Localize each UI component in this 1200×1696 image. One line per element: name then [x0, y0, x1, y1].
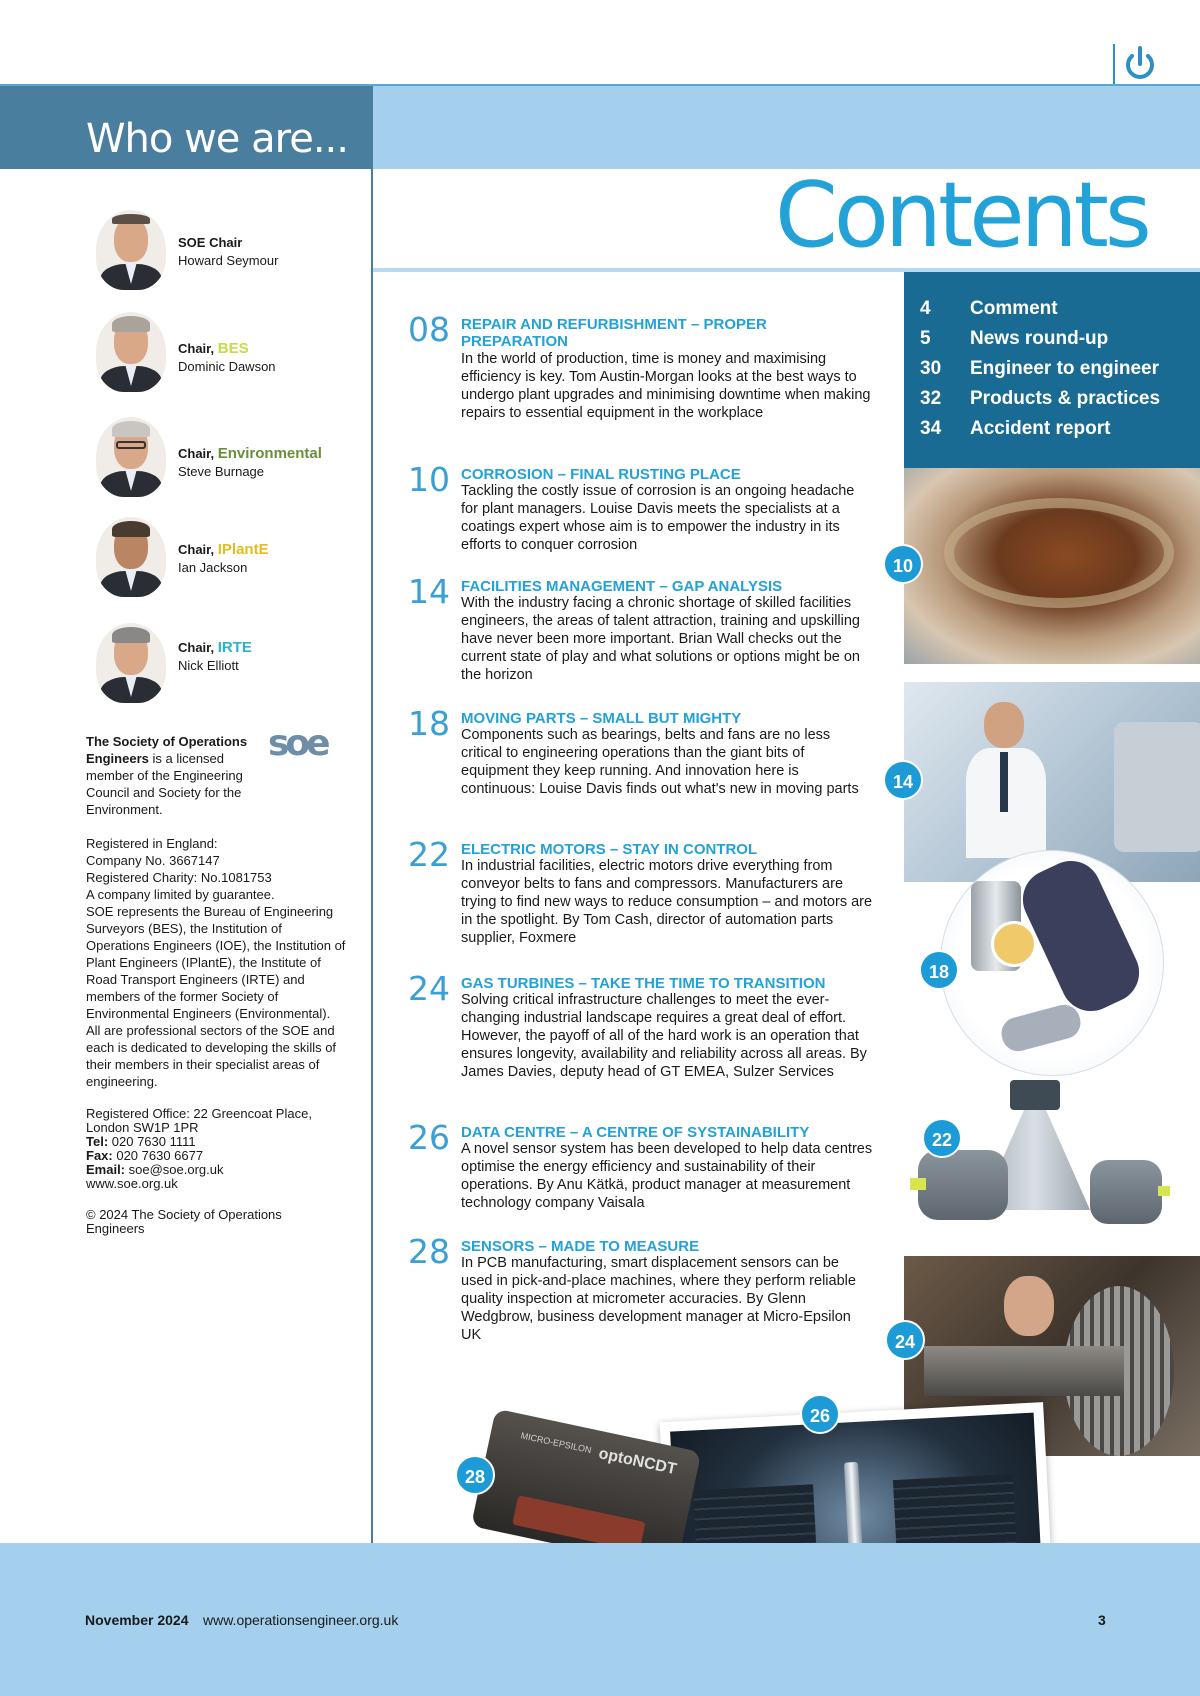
regular-item[interactable] — [920, 298, 1190, 328]
member-role: Chair, — [178, 446, 218, 461]
regular-label: Engineer to engineer — [970, 358, 1159, 379]
header-separator — [1113, 44, 1115, 84]
member-name: Nick Elliott — [178, 658, 239, 673]
avatar — [96, 210, 166, 290]
footer-website-link[interactable]: www.operationsengineer.org.uk — [203, 1612, 399, 1628]
article-page-number: 10 — [408, 460, 450, 499]
article-title[interactable]: SENSORS – MADE TO MEASURE — [461, 1238, 700, 1255]
company-number: Company No. 3667147 — [86, 853, 220, 868]
member-role: Chair, — [178, 341, 218, 356]
article-title[interactable]: MOVING PARTS – SMALL BUT MIGHTY — [461, 710, 742, 727]
article-summary: In PCB manufacturing, smart displacement sensors can be used in pick-and-place machines, where they perform reliable quality inspection at micrometer accuracies. By Glenn Wedgbrow, business development manager at Micro-Epsilon UK — [461, 1255, 856, 1343]
regular-item[interactable] — [920, 358, 1190, 388]
committee-member — [90, 417, 360, 497]
article-summary: In the world of production, time is money and maximising efficiency is key. Tom Austin-Morgan looks at the best ways to undergo plant upgrades and minimising downtime when making repairs to essential equipment in the workplace — [461, 351, 871, 421]
article-summary: Components such as bearings, belts and fans are no less critical to engineering operations than the giant bits of equipment they keep running. And innovation here is continuous: Louise Davis finds out what's new in moving parts — [461, 727, 859, 797]
article-summary: A novel sensor system has been developed to help data centres optimise the energy efficiency and sustainability of their operations. By Anu Kätkä, product manager at measurement technology company Vaisala — [461, 1141, 873, 1211]
regular-item[interactable] — [920, 418, 1190, 448]
issue-date: November 2024 — [85, 1612, 189, 1628]
represents-text: SOE represents the Bureau of Engineering Surveyors (BES), the Institution of Operations Engineers (IOE), the Institution of Plant Engineers (IPlantE), the Institute of Road Transport Engineers (IRTE) and members of the former Society of Environmental Engineers (Environmental). All are professional sectors of the SOE and each is dedicated to developing the skills of their members in their specialist areas of engineering. — [86, 904, 346, 1089]
soe-logo: soe — [268, 723, 327, 764]
regular-label: Accident report — [970, 418, 1111, 439]
member-name: Ian Jackson — [178, 560, 248, 575]
corrosion-photo — [904, 468, 1200, 664]
article-page-number: 24 — [408, 969, 450, 1008]
tel-label: Tel: — [86, 1134, 109, 1149]
avatar — [96, 312, 166, 392]
article-page-number: 18 — [408, 704, 450, 743]
page-badge: 26 — [800, 1394, 840, 1434]
page-badge: 22 — [922, 1118, 962, 1158]
fax-label: Fax: — [86, 1148, 113, 1163]
regular-label: News round-up — [970, 328, 1109, 349]
regular-page-number: 5 — [920, 328, 931, 349]
committee-member — [90, 210, 360, 290]
article-title[interactable]: DATA CENTRE – A CENTRE OF SYSTAINABILITY — [461, 1124, 810, 1141]
who-we-are-title: Who we are... — [86, 116, 348, 162]
member-role: Chair, — [178, 640, 218, 655]
registered-heading: Registered in England: — [86, 836, 218, 851]
avatar — [96, 623, 166, 703]
soe-org-name: The Society of Operations Engineers — [86, 734, 248, 766]
article-summary: Tackling the costly issue of corrosion is an ongoing headache for plant managers. Louise Davis meets the specialists at a coatings expert whose aim is to empower the industry in its efforts to conquer corrosion — [461, 483, 855, 553]
avatar — [96, 417, 166, 497]
article-title[interactable]: ELECTRIC MOTORS – STAY IN CONTROL — [461, 841, 758, 858]
regular-page-number: 32 — [920, 388, 942, 409]
regular-page-number: 30 — [920, 358, 942, 379]
website-link[interactable]: www.soe.org.uk — [86, 1176, 178, 1191]
page-badge: 28 — [455, 1455, 495, 1495]
contents-title: Contents — [775, 163, 1148, 268]
article-page-number: 28 — [408, 1232, 450, 1271]
page-badge: 14 — [883, 760, 923, 800]
regular-page-number: 34 — [920, 418, 942, 439]
article-summary: In industrial facilities, electric motors drive everything from conveyor belts to fans and compressors. Manufacturers are trying to find new ways to reduce consumption – and motors are in the spotlight. By Tom Cash, director of automation parts supplier, Foxmere — [461, 858, 873, 946]
email-address[interactable]: soe@soe.org.uk — [125, 1162, 224, 1177]
moving-parts-photo — [940, 850, 1164, 1076]
article-page-number: 08 — [408, 310, 450, 349]
power-icon[interactable] — [1122, 44, 1158, 84]
avatar — [96, 517, 166, 597]
article-title[interactable]: GAS TURBINES – TAKE THE TIME TO TRANSITION — [461, 975, 826, 992]
member-name: Steve Burnage — [178, 464, 265, 479]
member-role: Chair, — [178, 542, 218, 557]
soe-info — [86, 733, 346, 1253]
page-badge: 24 — [885, 1320, 925, 1360]
regular-page-number: 4 — [920, 298, 931, 319]
fax-number: 020 7630 6677 — [112, 1148, 204, 1163]
member-name: Howard Seymour — [178, 253, 279, 268]
office-line-2: London SW1P 1PR — [86, 1120, 199, 1135]
contents-header-band — [373, 86, 1200, 169]
article-title[interactable]: REPAIR AND REFURBISHMENT – PROPER PREPARATION — [461, 316, 767, 350]
article-title[interactable]: CORROSION – FINAL RUSTING PLACE — [461, 466, 741, 483]
soe-licence-text: is a licensed member of the Engineering Council and Society for the Environment. — [86, 751, 243, 817]
copyright: © 2024 The Society of Operations Engineers — [86, 1207, 282, 1236]
org-bes-logo: BES — [217, 340, 249, 357]
org-environmental-logo: Environmental — [217, 445, 322, 462]
page-number: 3 — [1098, 1612, 1106, 1628]
article-page-number: 22 — [408, 835, 450, 874]
tel-number: 020 7630 1111 — [108, 1134, 196, 1149]
regular-label: Comment — [970, 298, 1058, 319]
regulars-box — [904, 272, 1200, 468]
article-summary: With the industry facing a chronic shortage of skilled facilities engineers, the areas of talent attraction, training and upskilling have never been more important. Brian Wall checks out the current state of play and what solutions or options might be on the horizon — [461, 595, 860, 683]
charity-number: Registered Charity: No.1081753 — [86, 870, 272, 885]
sensor-brand-label: MICRO-EPSILON — [519, 1430, 593, 1456]
office-line-1: Registered Office: 22 Greencoat Place, — [86, 1106, 312, 1121]
regular-label: Products & practices — [970, 388, 1161, 409]
article-summary: Solving critical infrastructure challenges to meet the ever-changing industrial landscape requires a great deal of effort. However, the payoff of all of the hard work is an operation that ensures longevity, availability and reliability across all areas. By James Davies, deputy head of GT EMEA, Sulzer Services — [461, 992, 867, 1080]
member-role: SOE Chair — [178, 235, 243, 250]
member-name: Dominic Dawson — [178, 359, 276, 374]
sensor-model-label: optoNCDT — [597, 1445, 678, 1479]
committee-member — [90, 312, 360, 392]
page-badge: 18 — [919, 950, 959, 990]
regular-item[interactable] — [920, 388, 1190, 418]
article-page-number: 26 — [408, 1118, 450, 1157]
org-iplante-logo: IPlantE — [217, 541, 269, 558]
email-label: Email: — [86, 1162, 126, 1177]
column-divider — [371, 86, 373, 1543]
committee-member — [90, 623, 360, 703]
page-badge: 10 — [883, 544, 923, 584]
article-page-number: 14 — [408, 572, 450, 611]
org-irte-logo: IRTE — [217, 639, 252, 656]
committee-member — [90, 517, 360, 597]
regular-item[interactable] — [920, 328, 1190, 358]
guarantee-text: A company limited by guarantee. — [86, 887, 275, 902]
article-title[interactable]: FACILITIES MANAGEMENT – GAP ANALYSIS — [461, 578, 783, 595]
